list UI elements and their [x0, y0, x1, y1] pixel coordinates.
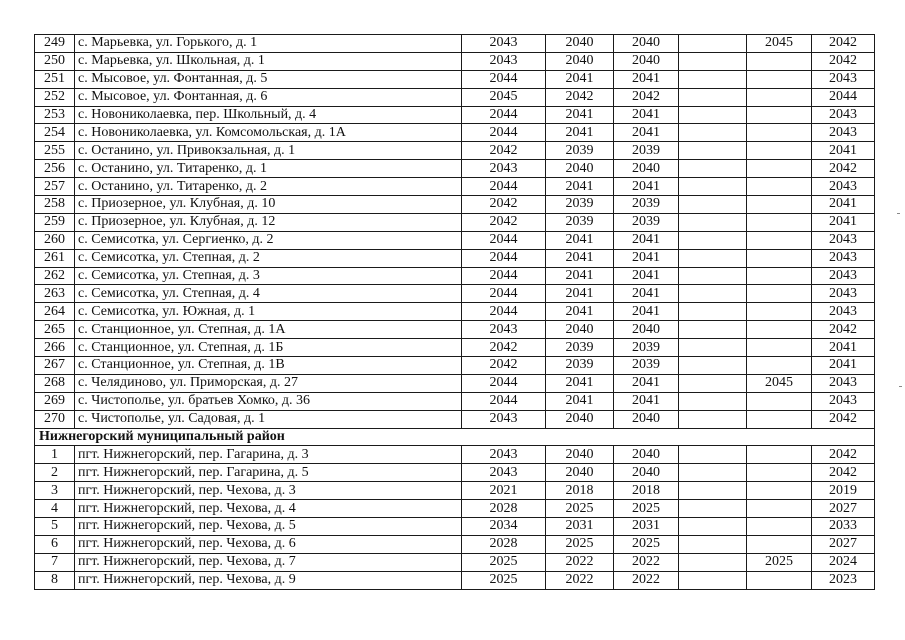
- address-cell: с. Семисотка, ул. Степная, д. 3: [75, 267, 462, 285]
- year-cell-5: [747, 392, 812, 410]
- year-cell-2: 2042: [546, 88, 614, 106]
- year-cell-4: [679, 249, 747, 267]
- year-cell-3: 2025: [614, 535, 679, 553]
- year-cell-5: [747, 482, 812, 500]
- row-number: 252: [35, 88, 75, 106]
- year-cell-4: [679, 357, 747, 375]
- table-row: [35, 374, 875, 392]
- year-cell-5: 2045: [747, 35, 812, 53]
- year-cell-5: [747, 249, 812, 267]
- table-row: [35, 267, 875, 285]
- year-cell-5: 2025: [747, 553, 812, 571]
- row-number: 259: [35, 213, 75, 231]
- year-cell-2: 2041: [546, 374, 614, 392]
- year-cell-3: 2041: [614, 106, 679, 124]
- table-row: [35, 106, 875, 124]
- address-cell: с. Чистополье, ул. братьев Хомко, д. 36: [75, 392, 462, 410]
- year-cell-5: [747, 124, 812, 142]
- year-cell-5: [747, 518, 812, 536]
- year-cell-1: 2028: [462, 500, 546, 518]
- row-number: 251: [35, 70, 75, 88]
- year-cell-1: 2044: [462, 374, 546, 392]
- year-cell-4: [679, 231, 747, 249]
- year-cell-2: 2022: [546, 571, 614, 589]
- table-row: [35, 124, 875, 142]
- year-cell-1: 2044: [462, 106, 546, 124]
- year-cell-3: 2041: [614, 303, 679, 321]
- year-cell-6: 2043: [812, 392, 875, 410]
- year-cell-6: 2042: [812, 446, 875, 464]
- year-cell-1: 2025: [462, 553, 546, 571]
- address-cell: с. Мысовое, ул. Фонтанная, д. 5: [75, 70, 462, 88]
- year-cell-1: 2045: [462, 88, 546, 106]
- year-cell-4: [679, 553, 747, 571]
- year-cell-6: 2027: [812, 500, 875, 518]
- address-cell: пгт. Нижнегорский, пер. Чехова, д. 5: [75, 518, 462, 536]
- table-row: [35, 70, 875, 88]
- year-cell-5: [747, 142, 812, 160]
- year-cell-4: [679, 106, 747, 124]
- scan-mark: [897, 213, 900, 214]
- year-cell-6: 2043: [812, 70, 875, 88]
- row-number: 8: [35, 571, 75, 589]
- year-cell-1: 2044: [462, 285, 546, 303]
- year-cell-6: 2044: [812, 88, 875, 106]
- year-cell-2: 2041: [546, 178, 614, 196]
- year-cell-4: [679, 88, 747, 106]
- row-number: 269: [35, 392, 75, 410]
- year-cell-4: [679, 142, 747, 160]
- year-cell-4: [679, 35, 747, 53]
- year-cell-2: 2041: [546, 303, 614, 321]
- year-cell-3: 2040: [614, 446, 679, 464]
- year-cell-4: [679, 196, 747, 214]
- year-cell-1: 2044: [462, 124, 546, 142]
- year-cell-5: [747, 321, 812, 339]
- year-cell-2: 2040: [546, 52, 614, 70]
- year-cell-1: 2043: [462, 446, 546, 464]
- year-cell-1: 2042: [462, 213, 546, 231]
- year-cell-3: 2041: [614, 249, 679, 267]
- address-cell: с. Останино, ул. Привокзальная, д. 1: [75, 142, 462, 160]
- year-cell-5: [747, 500, 812, 518]
- year-cell-6: 2024: [812, 553, 875, 571]
- year-cell-4: [679, 321, 747, 339]
- year-cell-2: 2041: [546, 70, 614, 88]
- address-cell: с. Приозерное, ул. Клубная, д. 12: [75, 213, 462, 231]
- table-row: [35, 213, 875, 231]
- year-cell-2: 2041: [546, 231, 614, 249]
- year-cell-6: 2023: [812, 571, 875, 589]
- table-row: [35, 196, 875, 214]
- year-cell-3: 2041: [614, 392, 679, 410]
- address-cell: пгт. Нижнегорский, пер. Гагарина, д. 3: [75, 446, 462, 464]
- year-cell-2: 2040: [546, 35, 614, 53]
- year-cell-1: 2043: [462, 160, 546, 178]
- year-cell-2: 2039: [546, 213, 614, 231]
- table-row: [35, 392, 875, 410]
- year-cell-1: 2044: [462, 178, 546, 196]
- year-cell-6: 2043: [812, 374, 875, 392]
- row-number: 254: [35, 124, 75, 142]
- row-number: 3: [35, 482, 75, 500]
- year-cell-4: [679, 535, 747, 553]
- year-cell-1: 2044: [462, 267, 546, 285]
- year-cell-3: 2022: [614, 553, 679, 571]
- year-cell-4: [679, 374, 747, 392]
- year-cell-4: [679, 410, 747, 428]
- table-row: [35, 446, 875, 464]
- table-row: [35, 160, 875, 178]
- year-cell-6: 2041: [812, 339, 875, 357]
- year-cell-6: 2043: [812, 178, 875, 196]
- year-cell-6: 2043: [812, 267, 875, 285]
- row-number: 263: [35, 285, 75, 303]
- year-cell-5: [747, 357, 812, 375]
- row-number: 255: [35, 142, 75, 160]
- year-cell-5: [747, 535, 812, 553]
- year-cell-5: [747, 303, 812, 321]
- year-cell-2: 2041: [546, 392, 614, 410]
- year-cell-6: 2041: [812, 357, 875, 375]
- year-cell-1: 2034: [462, 518, 546, 536]
- year-cell-1: 2043: [462, 321, 546, 339]
- table-row: [35, 553, 875, 571]
- year-cell-4: [679, 267, 747, 285]
- address-cell: пгт. Нижнегорский, пер. Чехова, д. 9: [75, 571, 462, 589]
- address-cell: с. Чистополье, ул. Садовая, д. 1: [75, 410, 462, 428]
- table-row: [35, 178, 875, 196]
- row-number: 6: [35, 535, 75, 553]
- row-number: 1: [35, 446, 75, 464]
- year-cell-2: 2041: [546, 124, 614, 142]
- address-cell: с. Новониколаевка, ул. Комсомольская, д. 1А: [75, 124, 462, 142]
- year-cell-3: 2041: [614, 231, 679, 249]
- address-cell: с. Челядиново, ул. Приморская, д. 27: [75, 374, 462, 392]
- year-cell-3: 2041: [614, 267, 679, 285]
- address-cell: с. Станционное, ул. Степная, д. 1Б: [75, 339, 462, 357]
- address-cell: пгт. Нижнегорский, пер. Чехова, д. 3: [75, 482, 462, 500]
- year-cell-4: [679, 124, 747, 142]
- year-cell-1: 2025: [462, 571, 546, 589]
- year-cell-4: [679, 303, 747, 321]
- year-cell-6: 2042: [812, 321, 875, 339]
- year-cell-1: 2042: [462, 339, 546, 357]
- year-cell-2: 2040: [546, 446, 614, 464]
- address-cell: с. Останино, ул. Титаренко, д. 2: [75, 178, 462, 196]
- address-cell: пгт. Нижнегорский, пер. Чехова, д. 7: [75, 553, 462, 571]
- row-number: 261: [35, 249, 75, 267]
- year-cell-4: [679, 178, 747, 196]
- year-cell-5: [747, 571, 812, 589]
- address-cell: пгт. Нижнегорский, пер. Гагарина, д. 5: [75, 464, 462, 482]
- table-row: [35, 464, 875, 482]
- row-number: 2: [35, 464, 75, 482]
- year-cell-3: 2041: [614, 70, 679, 88]
- year-cell-2: 2039: [546, 339, 614, 357]
- address-cell: с. Приозерное, ул. Клубная, д. 10: [75, 196, 462, 214]
- year-cell-6: 2043: [812, 285, 875, 303]
- year-cell-3: 2031: [614, 518, 679, 536]
- year-cell-6: 2043: [812, 106, 875, 124]
- year-cell-2: 2040: [546, 464, 614, 482]
- year-cell-3: 2025: [614, 500, 679, 518]
- year-cell-1: 2028: [462, 535, 546, 553]
- year-cell-6: 2042: [812, 410, 875, 428]
- year-cell-2: 2041: [546, 249, 614, 267]
- year-cell-6: 2043: [812, 249, 875, 267]
- table-row: [35, 339, 875, 357]
- year-cell-4: [679, 339, 747, 357]
- year-cell-1: 2043: [462, 410, 546, 428]
- schedule-table: [34, 34, 875, 590]
- year-cell-1: 2021: [462, 482, 546, 500]
- address-cell: с. Семисотка, ул. Южная, д. 1: [75, 303, 462, 321]
- address-cell: с. Станционное, ул. Степная, д. 1А: [75, 321, 462, 339]
- year-cell-4: [679, 464, 747, 482]
- year-cell-5: [747, 70, 812, 88]
- year-cell-2: 2040: [546, 321, 614, 339]
- table-row: [35, 88, 875, 106]
- year-cell-1: 2044: [462, 303, 546, 321]
- year-cell-6: 2033: [812, 518, 875, 536]
- year-cell-5: [747, 446, 812, 464]
- year-cell-4: [679, 446, 747, 464]
- row-number: 4: [35, 500, 75, 518]
- year-cell-5: [747, 464, 812, 482]
- year-cell-2: 2031: [546, 518, 614, 536]
- year-cell-3: 2041: [614, 374, 679, 392]
- row-number: 270: [35, 410, 75, 428]
- year-cell-6: 2042: [812, 52, 875, 70]
- year-cell-3: 2018: [614, 482, 679, 500]
- year-cell-2: 2041: [546, 267, 614, 285]
- scan-mark: [899, 386, 902, 387]
- year-cell-4: [679, 52, 747, 70]
- year-cell-3: 2039: [614, 196, 679, 214]
- table-row: [35, 482, 875, 500]
- row-number: 258: [35, 196, 75, 214]
- address-cell: с. Станционное, ул. Степная, д. 1В: [75, 357, 462, 375]
- year-cell-6: 2042: [812, 160, 875, 178]
- year-cell-1: 2044: [462, 231, 546, 249]
- year-cell-2: 2022: [546, 553, 614, 571]
- year-cell-1: 2043: [462, 52, 546, 70]
- row-number: 260: [35, 231, 75, 249]
- table-body-upper: [35, 35, 875, 429]
- year-cell-3: 2041: [614, 178, 679, 196]
- year-cell-3: 2041: [614, 285, 679, 303]
- year-cell-4: [679, 571, 747, 589]
- table-row: [35, 249, 875, 267]
- year-cell-3: 2040: [614, 464, 679, 482]
- year-cell-3: 2040: [614, 321, 679, 339]
- year-cell-3: 2040: [614, 35, 679, 53]
- year-cell-2: 2039: [546, 357, 614, 375]
- row-number: 253: [35, 106, 75, 124]
- year-cell-1: 2044: [462, 249, 546, 267]
- year-cell-6: 2043: [812, 124, 875, 142]
- year-cell-2: 2041: [546, 106, 614, 124]
- year-cell-4: [679, 482, 747, 500]
- address-cell: с. Семисотка, ул. Степная, д. 4: [75, 285, 462, 303]
- year-cell-3: 2039: [614, 142, 679, 160]
- year-cell-3: 2022: [614, 571, 679, 589]
- year-cell-6: 2041: [812, 196, 875, 214]
- section-row: [35, 428, 875, 446]
- year-cell-5: [747, 213, 812, 231]
- year-cell-2: 2040: [546, 160, 614, 178]
- year-cell-6: 2042: [812, 464, 875, 482]
- year-cell-5: [747, 106, 812, 124]
- year-cell-6: 2027: [812, 535, 875, 553]
- year-cell-3: 2039: [614, 213, 679, 231]
- year-cell-1: 2044: [462, 70, 546, 88]
- row-number: 5: [35, 518, 75, 536]
- table-row: [35, 535, 875, 553]
- year-cell-2: 2041: [546, 285, 614, 303]
- row-number: 268: [35, 374, 75, 392]
- section-title: Нижнегорский муниципальный район: [35, 428, 875, 446]
- year-cell-5: [747, 410, 812, 428]
- year-cell-3: 2041: [614, 124, 679, 142]
- year-cell-3: 2039: [614, 339, 679, 357]
- row-number: 264: [35, 303, 75, 321]
- year-cell-2: 2025: [546, 500, 614, 518]
- table-row: [35, 142, 875, 160]
- address-cell: пгт. Нижнегорский, пер. Чехова, д. 4: [75, 500, 462, 518]
- table-body-lower: [35, 446, 875, 589]
- table-row: [35, 410, 875, 428]
- year-cell-6: 2019: [812, 482, 875, 500]
- year-cell-6: 2043: [812, 231, 875, 249]
- table-row: [35, 518, 875, 536]
- table-row: [35, 35, 875, 53]
- table-row: [35, 303, 875, 321]
- year-cell-5: [747, 231, 812, 249]
- address-cell: пгт. Нижнегорский, пер. Чехова, д. 6: [75, 535, 462, 553]
- year-cell-4: [679, 160, 747, 178]
- table-row: [35, 321, 875, 339]
- year-cell-5: 2045: [747, 374, 812, 392]
- year-cell-2: 2039: [546, 196, 614, 214]
- year-cell-4: [679, 392, 747, 410]
- year-cell-3: 2042: [614, 88, 679, 106]
- section-header: [35, 428, 875, 446]
- table-row: [35, 52, 875, 70]
- row-number: 256: [35, 160, 75, 178]
- address-cell: с. Семисотка, ул. Сергиенко, д. 2: [75, 231, 462, 249]
- year-cell-4: [679, 518, 747, 536]
- year-cell-4: [679, 500, 747, 518]
- year-cell-5: [747, 88, 812, 106]
- table-row: [35, 231, 875, 249]
- row-number: 250: [35, 52, 75, 70]
- year-cell-5: [747, 285, 812, 303]
- year-cell-3: 2040: [614, 410, 679, 428]
- year-cell-5: [747, 52, 812, 70]
- year-cell-3: 2040: [614, 52, 679, 70]
- year-cell-4: [679, 213, 747, 231]
- address-cell: с. Останино, ул. Титаренко, д. 1: [75, 160, 462, 178]
- table-row: [35, 571, 875, 589]
- year-cell-6: 2041: [812, 142, 875, 160]
- year-cell-1: 2042: [462, 196, 546, 214]
- address-cell: с. Семисотка, ул. Степная, д. 2: [75, 249, 462, 267]
- year-cell-6: 2041: [812, 213, 875, 231]
- year-cell-3: 2039: [614, 357, 679, 375]
- table-row: [35, 285, 875, 303]
- year-cell-2: 2039: [546, 142, 614, 160]
- year-cell-5: [747, 339, 812, 357]
- row-number: 249: [35, 35, 75, 53]
- table-row: [35, 500, 875, 518]
- year-cell-5: [747, 267, 812, 285]
- year-cell-5: [747, 178, 812, 196]
- row-number: 7: [35, 553, 75, 571]
- address-cell: с. Новониколаевка, пер. Школьный, д. 4: [75, 106, 462, 124]
- year-cell-6: 2043: [812, 303, 875, 321]
- year-cell-2: 2040: [546, 410, 614, 428]
- year-cell-1: 2042: [462, 142, 546, 160]
- year-cell-5: [747, 160, 812, 178]
- year-cell-6: 2042: [812, 35, 875, 53]
- year-cell-4: [679, 285, 747, 303]
- address-cell: с. Марьевка, ул. Горького, д. 1: [75, 35, 462, 53]
- row-number: 266: [35, 339, 75, 357]
- address-cell: с. Марьевка, ул. Школьная, д. 1: [75, 52, 462, 70]
- year-cell-1: 2042: [462, 357, 546, 375]
- address-cell: с. Мысовое, ул. Фонтанная, д. 6: [75, 88, 462, 106]
- year-cell-1: 2044: [462, 392, 546, 410]
- year-cell-1: 2043: [462, 464, 546, 482]
- year-cell-2: 2025: [546, 535, 614, 553]
- row-number: 262: [35, 267, 75, 285]
- year-cell-5: [747, 196, 812, 214]
- year-cell-4: [679, 70, 747, 88]
- row-number: 257: [35, 178, 75, 196]
- year-cell-1: 2043: [462, 35, 546, 53]
- row-number: 265: [35, 321, 75, 339]
- row-number: 267: [35, 357, 75, 375]
- year-cell-2: 2018: [546, 482, 614, 500]
- year-cell-3: 2040: [614, 160, 679, 178]
- table-row: [35, 357, 875, 375]
